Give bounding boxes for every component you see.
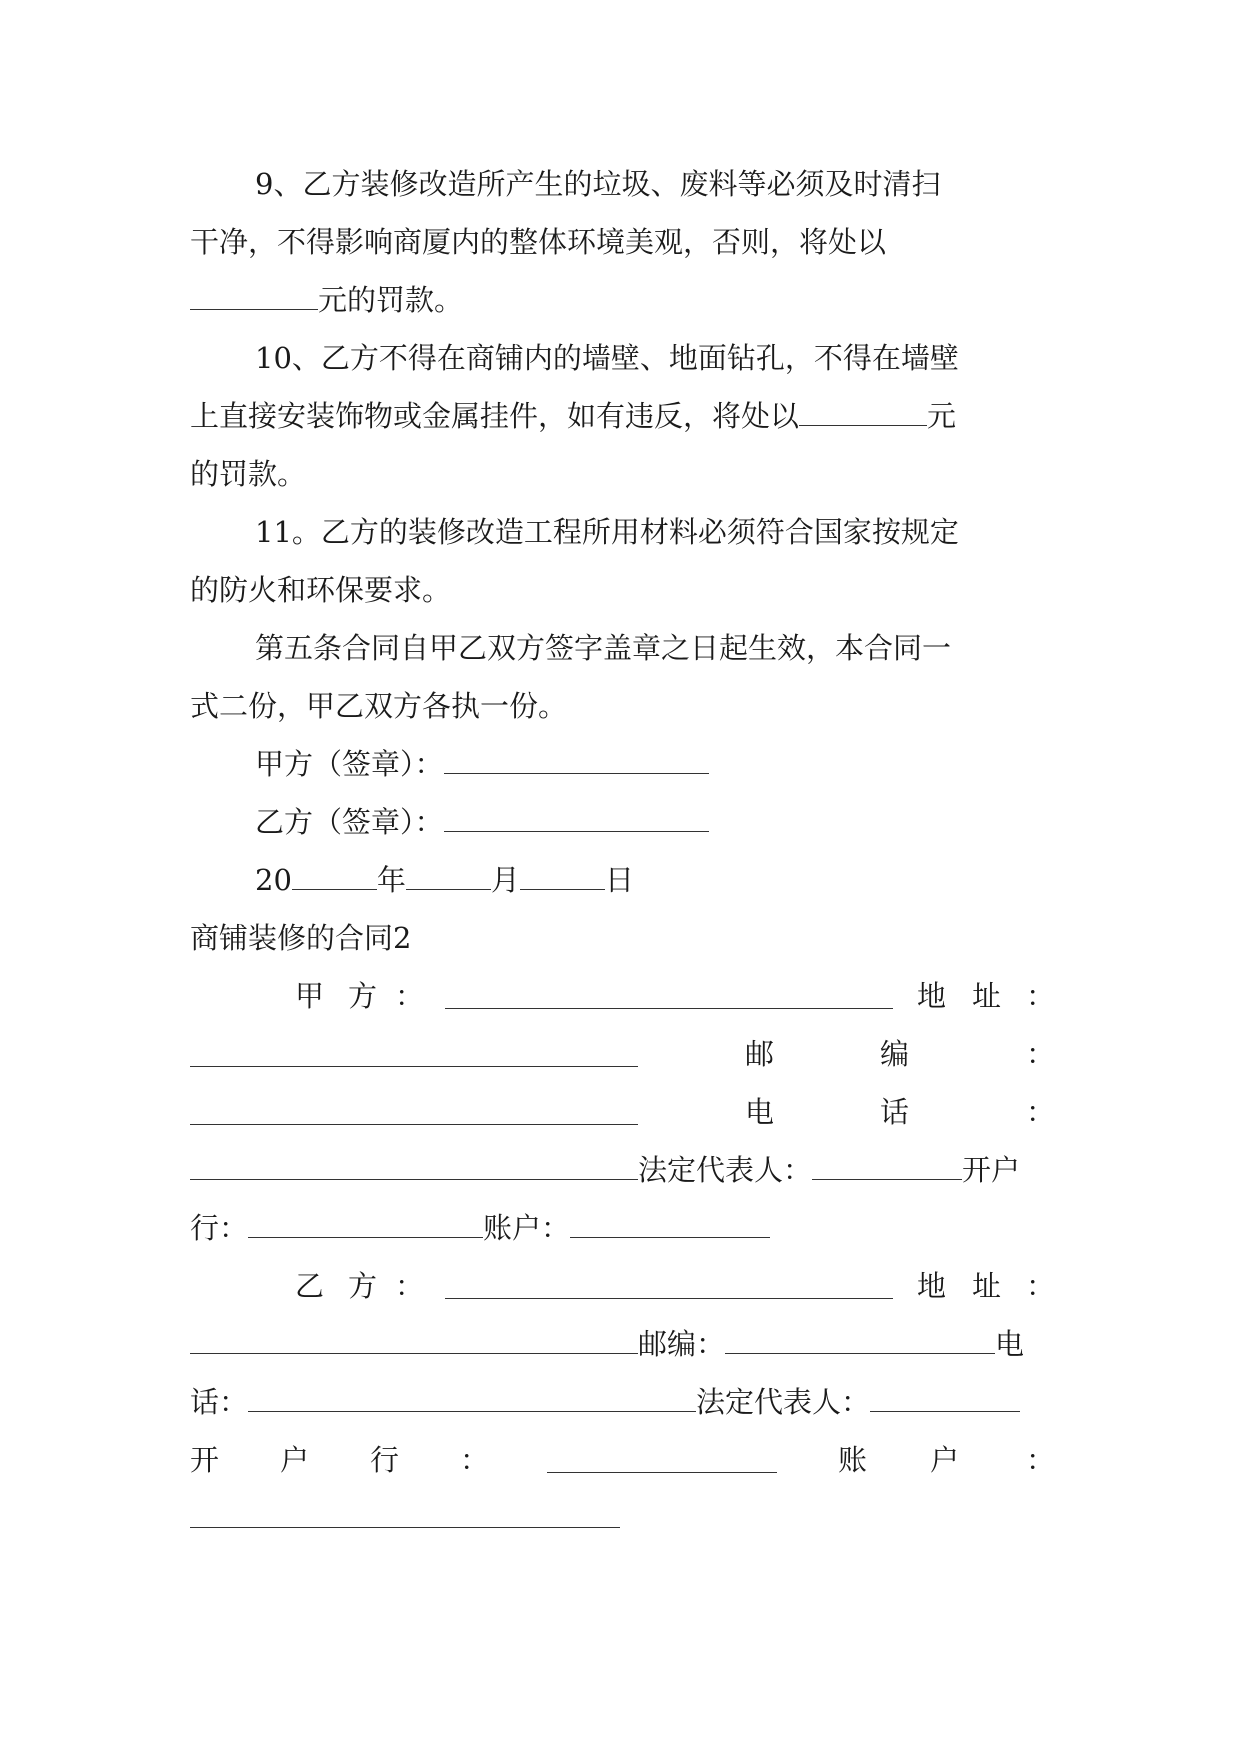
party-a-colon: ：	[395, 979, 425, 1013]
fine-amount-blank-10[interactable]	[799, 397, 927, 426]
party-b-colon: ：	[395, 1269, 425, 1303]
year-blank[interactable]	[292, 861, 377, 890]
article-5-line-1	[190, 628, 1117, 668]
clause-9-line-1	[190, 164, 1117, 204]
party-b-account-char-1: 账	[838, 1443, 868, 1477]
month-label: 月	[490, 863, 520, 897]
party-b-account-char-2: 户	[930, 1443, 960, 1477]
party-a-line-5	[190, 1208, 1052, 1248]
party-a-tel-blank[interactable]	[190, 1151, 638, 1180]
party-b-bank-char-2: 户	[280, 1443, 310, 1477]
clause-11-text-2: 的防火和环保要求。	[190, 573, 452, 607]
tel-char-2: 话	[880, 1095, 910, 1129]
party-b-tel-label-a: 电	[995, 1327, 1025, 1361]
party-b-line-1	[190, 1266, 1056, 1306]
party-b-address-colon: ：	[1026, 1269, 1056, 1303]
party-a-name-blank[interactable]	[445, 980, 893, 1009]
clause-11-text-1: 11。乙方的装修改造工程所用材料必须符合国家按规定	[255, 515, 959, 549]
clause-9-text-3: 元的罚款。	[318, 283, 464, 317]
party-b-tel-label-b: 话：	[190, 1385, 249, 1419]
address-char-1: 地	[917, 979, 947, 1013]
party-b-tel-blank[interactable]	[248, 1383, 696, 1412]
article-5-text-1: 第五条合同自甲乙双方签字盖章之日起生效，本合同一	[255, 631, 952, 665]
party-b-signature-label: 乙方（签章）：	[255, 805, 444, 839]
clause-10-text-3: 的罚款。	[190, 457, 307, 491]
section-title: 商铺装修的合同2	[190, 921, 412, 955]
party-a-line-2	[190, 1034, 1056, 1074]
party-b-char-1: 乙	[295, 1269, 325, 1303]
clause-10-text-2-end: 元	[927, 399, 957, 433]
party-a-line-1	[190, 976, 1056, 1016]
party-b-rep-blank[interactable]	[870, 1383, 1020, 1412]
party-b-bank-char-3: 行	[370, 1443, 400, 1477]
party-a-rep-label: 法定代表人：	[638, 1153, 813, 1187]
day-blank[interactable]	[520, 861, 605, 890]
party-b-char-2: 方	[348, 1269, 378, 1303]
party-a-signature-blank[interactable]	[444, 745, 709, 774]
date-line	[190, 860, 1117, 900]
party-b-line-2	[190, 1324, 1052, 1364]
clause-11-line-1	[190, 512, 1117, 552]
article-5-text-2: 式二份，甲乙双方各执一份。	[190, 689, 568, 723]
party-b-address-char-1: 地	[917, 1269, 947, 1303]
party-a-bank-label-a: 开户	[962, 1153, 1021, 1187]
party-b-account-colon: ：	[1026, 1443, 1056, 1477]
party-b-account-blank[interactable]	[190, 1499, 620, 1528]
party-b-line-4	[190, 1440, 1056, 1480]
party-a-address-blank[interactable]	[190, 1038, 638, 1067]
year-label: 年	[376, 863, 406, 897]
party-a-signature-label: 甲方（签章）：	[255, 747, 444, 781]
tel-char-1: 电	[745, 1095, 775, 1129]
clause-9-text-2: 干净，不得影响商厦内的整体环境美观，否则，将处以	[190, 225, 887, 259]
party-b-name-blank[interactable]	[445, 1270, 893, 1299]
party-b-line-3	[190, 1382, 1052, 1422]
party-b-bank-blank[interactable]	[547, 1444, 777, 1473]
party-a-bank-blank[interactable]	[248, 1209, 483, 1238]
clause-10-line-1	[190, 338, 1117, 378]
clause-10-text-2: 上直接安装饰物或金属挂件，如有违反，将处以	[190, 399, 800, 433]
tel-colon: ：	[1026, 1095, 1056, 1129]
party-b-signature-blank[interactable]	[444, 803, 709, 832]
clause-10-line-2	[190, 396, 1052, 436]
party-a-bank-label-b: 行：	[190, 1211, 249, 1245]
party-b-zip-label: 邮编：	[638, 1327, 726, 1361]
party-a-char-1: 甲	[295, 979, 325, 1013]
party-b-bank-char-1: 开	[190, 1443, 220, 1477]
zip-char-2: 编	[880, 1037, 910, 1071]
party-b-address-blank[interactable]	[190, 1325, 638, 1354]
clause-10-line-3	[190, 454, 1052, 494]
party-a-signature-line	[190, 744, 1117, 784]
clause-9-line-3	[190, 280, 1052, 320]
address-char-2: 址	[972, 979, 1002, 1013]
day-label: 日	[604, 863, 634, 897]
party-a-rep-blank[interactable]	[812, 1151, 962, 1180]
year-prefix: 20	[255, 863, 292, 897]
party-a-line-4	[190, 1150, 1052, 1190]
clause-9-line-2	[190, 222, 1052, 262]
month-blank[interactable]	[406, 861, 491, 890]
fine-amount-blank-9[interactable]	[190, 281, 318, 310]
party-a-line-3	[190, 1092, 1056, 1132]
party-b-address-char-2: 址	[972, 1269, 1002, 1303]
party-b-zip-blank[interactable]	[725, 1325, 995, 1354]
party-a-char-2: 方	[348, 979, 378, 1013]
party-a-zip-blank[interactable]	[190, 1096, 638, 1125]
party-a-account-blank[interactable]	[570, 1209, 770, 1238]
party-b-line-5	[190, 1498, 1052, 1538]
section-title-line	[190, 918, 1052, 958]
party-b-bank-colon: ：	[460, 1443, 490, 1477]
clause-10-text-1: 10、乙方不得在商铺内的墙壁、地面钻孔，不得在墙壁	[255, 341, 959, 375]
zip-colon: ：	[1026, 1037, 1056, 1071]
party-b-rep-label: 法定代表人：	[696, 1385, 871, 1419]
clause-9-text-1: 9、乙方装修改造所产生的垃圾、废料等必须及时清扫	[255, 167, 941, 201]
article-5-line-2	[190, 686, 1052, 726]
party-b-signature-line	[190, 802, 1117, 842]
party-a-account-label: 账户：	[483, 1211, 571, 1245]
address-colon: ：	[1026, 979, 1056, 1013]
clause-11-line-2	[190, 570, 1052, 610]
zip-char-1: 邮	[745, 1037, 775, 1071]
